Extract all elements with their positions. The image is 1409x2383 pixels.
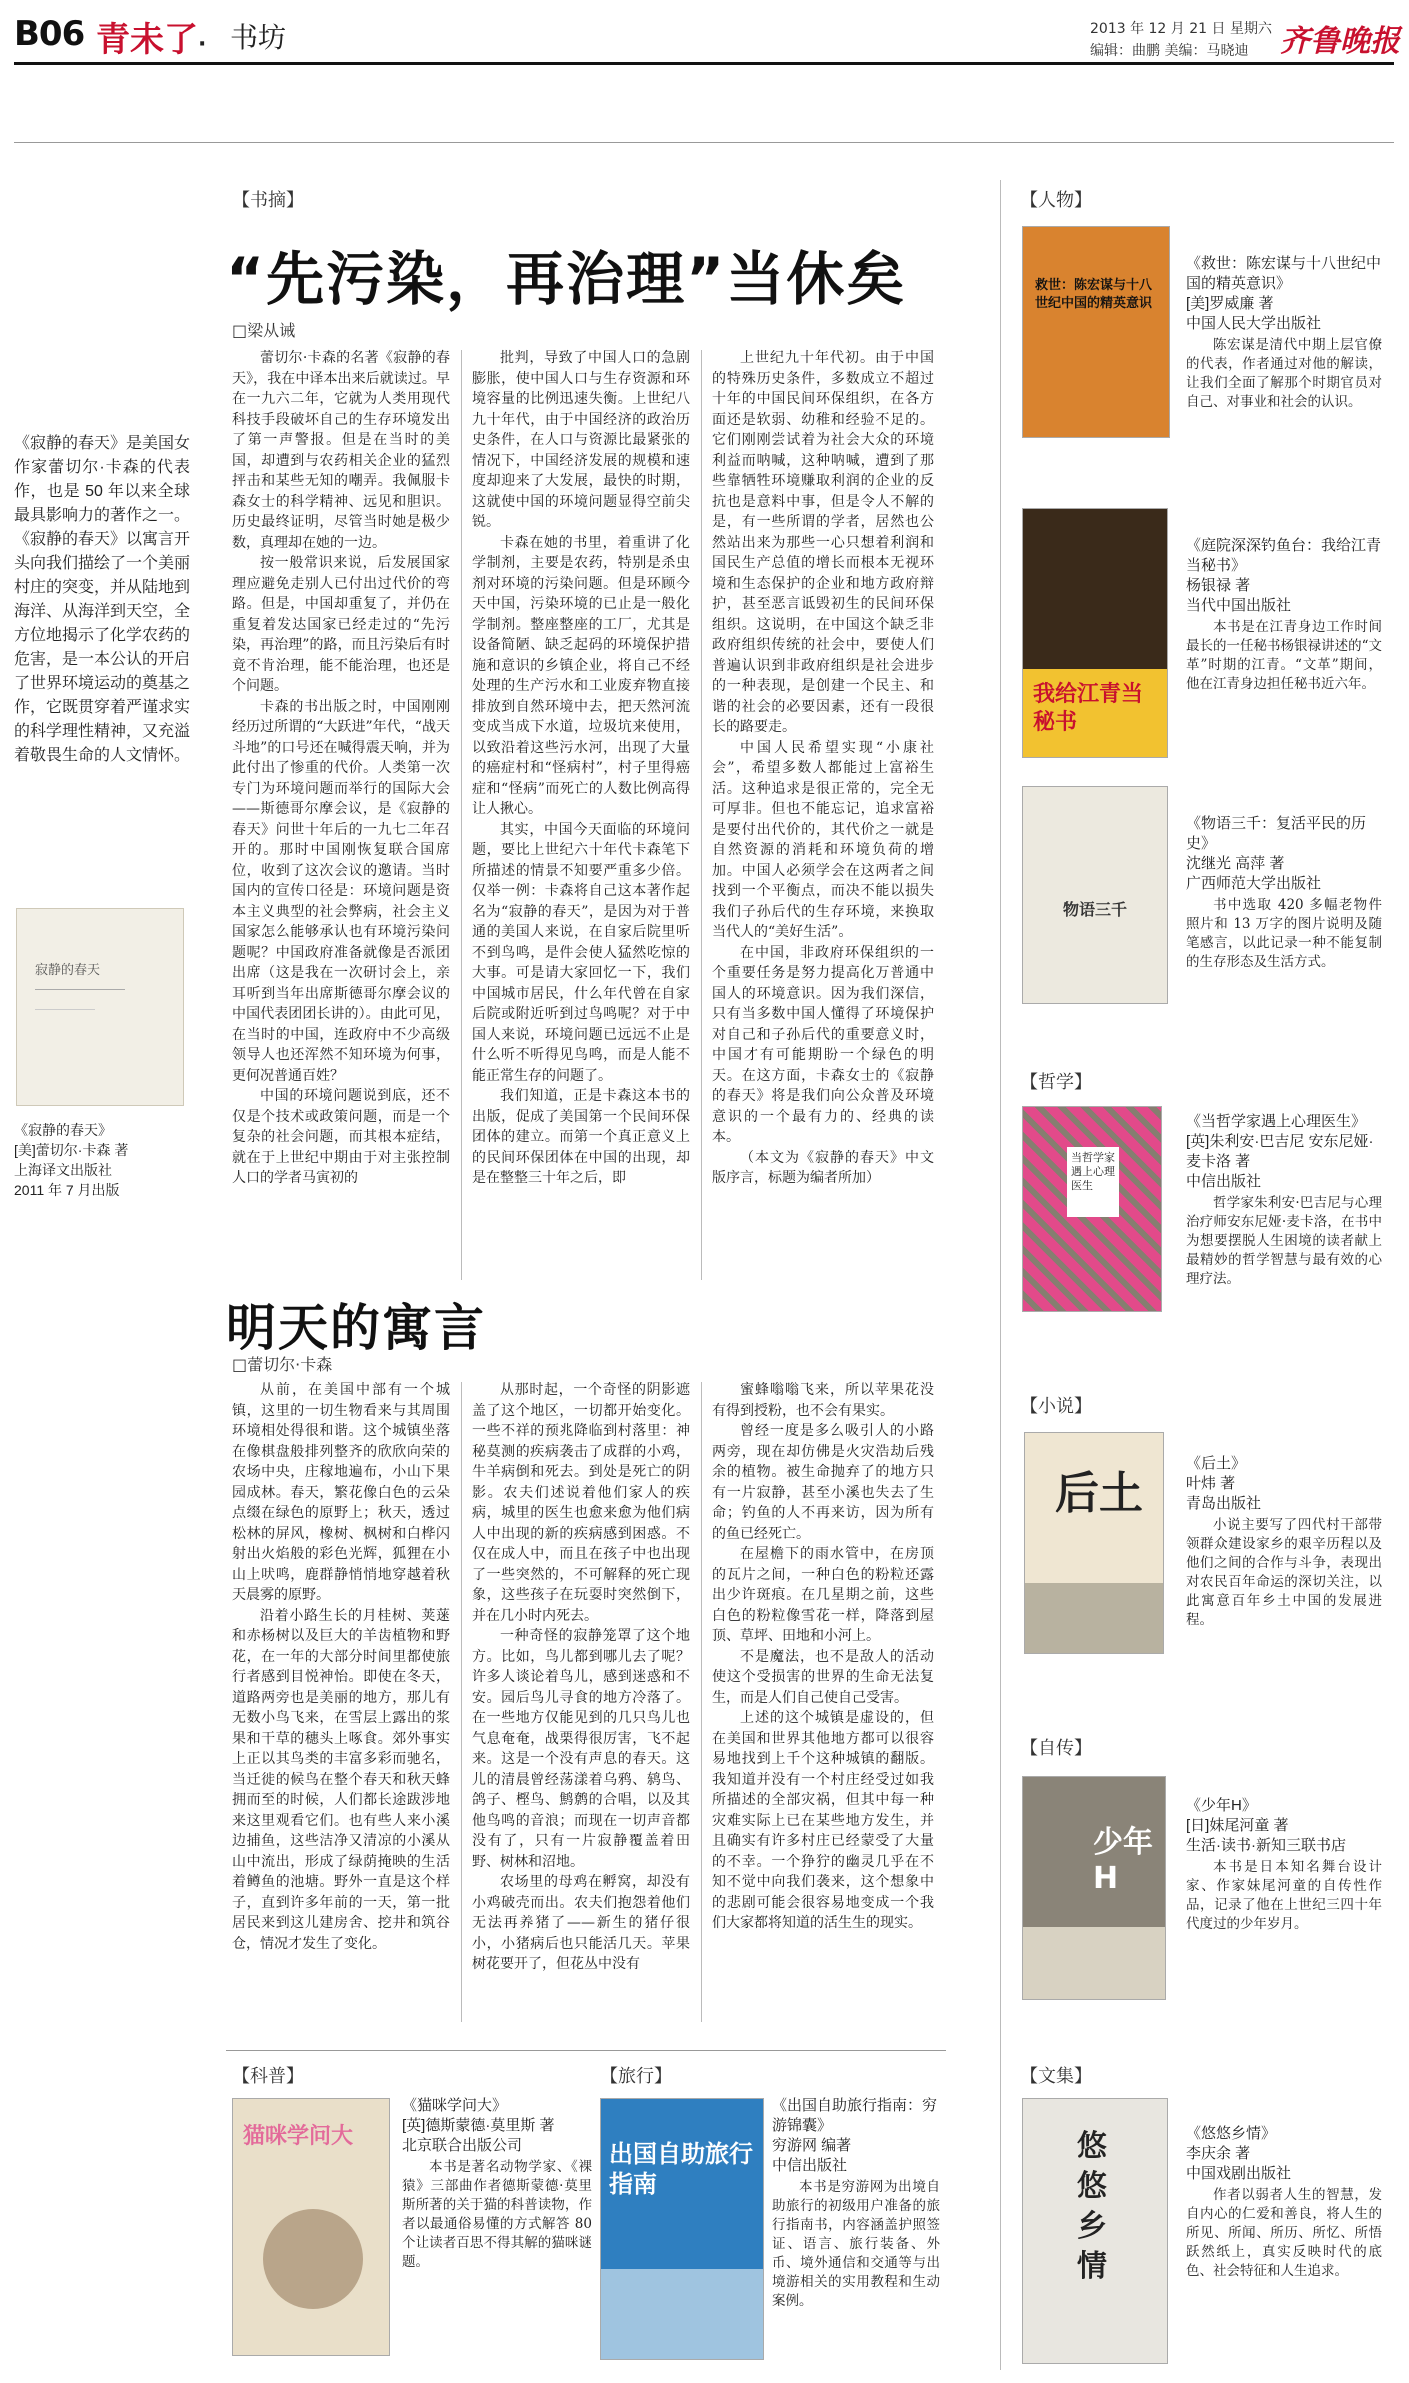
book-caption — [14, 1120, 190, 1200]
header-rule-thin — [14, 142, 1394, 143]
book-publisher: 生活·读书·新知三联书店 — [1186, 1837, 1346, 1854]
newspaper-logo: 齐鲁晚报 — [1280, 24, 1400, 59]
book-title: 《出国自助旅行指南：穷游锦囊》 — [772, 2097, 938, 2134]
book-publisher: 中国人民大学出版社 — [1186, 315, 1322, 332]
article-byline: □梁从诫 — [232, 321, 296, 340]
book-author: 沈继光 高萍 著 — [1186, 855, 1285, 872]
book-author: [英]朱利安·巴吉尼 安东尼娅·麦卡洛 著 — [1186, 1133, 1374, 1170]
book-description: 书中选取 420 多幅老物件照片和 13 万字的图片说明及随笔感言，以此记录一种不能复制的生存形态及生活方式。 — [1186, 897, 1382, 970]
paragraph: 从前，在美国中部有一个城镇，这里的一切生物看来与其周围环境相处得很和谐。这个城镇坐落在像棋盘般排列整齐的欣欣向荣的农场中央，庄稼地遍布，小山下果园成林。春天，繁花像白色的云朵点缀在绿色的原野上；秋天，透过松林的屏风，橡树、枫树和白桦闪射出火焰般的彩色光辉，狐狸在小山上吠鸣，鹿群静悄悄地穿越着秋天晨雾的原野。 — [232, 1382, 450, 1603]
category-people: 【人物】 — [1020, 190, 1092, 211]
book-description: 小说主要写了四代村干部带领群众建设家乡的艰辛历程以及他们之间的合作与斗争，表现出对农民百年命运的深切关注，以此寓意百年乡土中国的发展进程。 — [1186, 1517, 1382, 1628]
book-publisher: 中信出版社 — [772, 2157, 848, 2174]
article2-column-3 — [712, 1380, 934, 1934]
book-cover-silent-spring — [16, 908, 184, 1106]
cover-title: 救世：陈宏谋与十八世纪中国的精英意识 — [1035, 278, 1153, 311]
book-title: 《悠悠乡情》 — [1186, 2125, 1277, 2142]
paragraph: 中国人民希望实现“小康社会”，希望多数人都能过上富裕生活。这种追求是很正常的，完全无可厚非。但也不能忘记，追求富裕是要付出代价的，其代价之一就是自然资源的消耗和环境负荷的增加。中国人必须学会在这两者之间找到一个平衡点，而决不能以损失我们子孙后代的生存环境，来换取当代人的“美好生活”。 — [712, 739, 934, 940]
book-description: 陈宏谋是清代中期上层官僚的代表，作者通过对他的解读，让我们全面了解那个时期官员对自己、对事业和社会的认识。 — [1186, 337, 1382, 410]
book-info-jiangqing — [1186, 536, 1382, 694]
article2-column-1 — [232, 1380, 450, 1954]
book-publisher: 中信出版社 — [1186, 1173, 1262, 1190]
book-info-travel — [772, 2096, 940, 2311]
paragraph: 一种奇怪的寂静笼罩了这个地方。比如，鸟儿都到哪儿去了呢？许多人谈论着鸟儿，感到迷惑和不安。园后鸟儿寻食的地方冷落了。在一些地方仅能见到的几只鸟儿也气息奄奄，战栗得很厉害，飞不起来。这是一个没有声息的春天。这儿的清晨曾经荡漾着乌鸦、鸫鸟、鸽子、樫鸟、鹪鹩的合唱，以及其他鸟鸣的音浪；而现在一切声音都没有了，只有一片寂静覆盖着田野、树林和沼地。 — [472, 1628, 690, 1870]
book-title: 《庭院深深钓鱼台：我给江青当秘书》 — [1186, 537, 1382, 574]
book-description: 本书是穷游网为出境自助旅行的初级用户准备的旅行指南书，内容涵盖护照签证、语言、旅行装备、外币、境外通信和交通等与出境游相关的实用教程和生动案例。 — [772, 2179, 940, 2309]
book-description: 本书是日本知名舞台设计家、作家妹尾河童的自传性作品，记录了他在上世纪三四十年代度过的少年岁月。 — [1186, 1859, 1382, 1932]
book-cover-philosophy — [1022, 1106, 1162, 1312]
book-title: 《猫咪学问大》 — [402, 2097, 508, 2114]
book-title: 《寂静的春天》 — [14, 1122, 112, 1138]
book-info-youyou — [1186, 2124, 1382, 2281]
article2-headline: 明天的寓言 — [226, 1299, 486, 1357]
book-description: 本书是在江青身边工作时间最长的一任秘书杨银禄讲述的“文革”时期的江青。“文革”期间，他在江青身边担任秘书近六年。 — [1186, 619, 1382, 692]
book-author: 穷游网 编著 — [772, 2137, 852, 2154]
article-headline: “先污染，再治理”当休矣 — [226, 245, 907, 313]
book-cover-jiangqing — [1022, 508, 1168, 758]
cover-title: 出国自助旅行指南 — [609, 2140, 753, 2198]
book-info-houtu — [1186, 1454, 1382, 1630]
column-divider — [701, 1382, 702, 2022]
book-info-cats — [402, 2096, 592, 2272]
category-autobiography: 【自传】 — [1020, 1738, 1092, 1759]
cover-title: 寂静的春天 — [35, 963, 101, 978]
book-description: 本书是著名动物学家、《裸猿》三部曲作者德斯蒙德·莫里斯所著的关于猫的科普读物，作者以最通俗易懂的方式解答 80 个让读者百思不得其解的猫咪谜题。 — [402, 2159, 592, 2270]
book-author: [美]罗威廉 著 — [1186, 295, 1274, 312]
paragraph: 卡森在她的书里，着重讲了化学制剂，主要是农药，特别是杀虫剂对环境的污染问题。但是环顾今天中国，污染环境的已止是一般化学制剂。整座整座的工厂，尤其是设备简陋、缺乏起码的环境保护措施和意识的乡镇企业，将自己不经处理的生产污水和工业废弃物直接排放到自然环境中去，把天然河流变成当成下水道，垃圾坑来使用，以致沿着这些污水河，出现了大量的癌症村和“怪病村”，村子里得癌症和“怪病”而死亡的人数比例高得让人揪心。 — [472, 534, 690, 817]
paragraph: 上世纪九十年代初。由于中国的特殊历史条件，多数成立不超过十年的中国民间环保组织，在各方面还是软弱、幼稚和经验不足的。它们刚刚尝试着为社会大众的环境利益而呐喊，这种呐喊，遭到了那些靠牺牲环境赚取利润的企业的反抗也是意料中事，但是令人不解的是，有一些所谓的学者，居然也公然站出来为那些一心只想着利润和国民生产总值的增长而根本无视环境和生态保护的企业和地方政府辩护，甚至恶言诋毁初生的民间环保组织。这说明，在中国这个缺乏非政府组织传统的社会中，要使人们普遍认识到非政府组织是社会进步的一种表现，是创建一个民主、和谐的社会的必要因素，还有一段很长的路要走。 — [712, 350, 934, 735]
header-rule — [14, 62, 1394, 65]
book-publisher: 青岛出版社 — [1186, 1495, 1262, 1512]
paragraph: 在屋檐下的雨水管中，在房顶的瓦片之间，一种白色的粉粒还露出少许斑痕。在几星期之前，这些白色的粉粒像雪花一样，降落到屋顶、草坪、田地和小河上。 — [712, 1546, 934, 1644]
article2-column-2 — [472, 1380, 690, 1975]
cover-title: 我给江青当秘书 — [1033, 682, 1144, 735]
book-publisher: 广西师范大学出版社 — [1186, 875, 1322, 892]
category-travel: 【旅行】 — [600, 2066, 672, 2087]
article2-byline: □蕾切尔·卡森 — [232, 1355, 333, 1374]
paragraph: 蕾切尔·卡森的名著《寂静的春天》，我在中译本出来后就读过。早在一九六二年，它就为人类用现代科技手段破坏自己的生存环境发出了第一声警报。但是在当时的美国，却遭到与农药相关企业的猛烈抨击和某些无知的嘲弄。我佩服卡森女士的科学精神、远见和胆识。历史最终证明，尽管当时她是极少数，真理却在她的一边。 — [232, 350, 450, 551]
cover-title: 当哲学家遇上心理医生 — [1067, 1147, 1119, 1217]
section-title: 青未了· — [96, 20, 207, 60]
book-date: 2011 年 7 月出版 — [14, 1182, 120, 1198]
book-publisher: 当代中国出版社 — [1186, 597, 1292, 614]
paragraph: 沿着小路生长的月桂树、荚蒾和赤杨树以及巨大的羊齿植物和野花，在一年的大部分时间里都使旅行者感到目悦神怡。即使在冬天，道路两旁也是美丽的地方，那儿有无数小鸟飞来，在雪层上露出的浆果和干草的穗头上啄食。郊外事实上正以其鸟类的丰富多彩而驰名，当迁徙的候鸟在整个春天和秋天蜂拥而至的时候，人们都长途跋涉地来这里观看它们。也有些人来小溪边捕鱼，这些洁净又清凉的小溪从山中流出，形成了绿荫掩映的生活着鳟鱼的池塘。野外一直是这个样子，直到许多年前的一天，第一批居民来到这儿建房舍、挖井和筑谷仓，情况才发生了变化。 — [232, 1607, 450, 1952]
book-description: 哲学家朱利安·巴吉尼与心理治疗师安东尼娅·麦卡洛，在书中为想要摆脱人生困境的读者献上最精妙的哲学智慧与最有效的心理疗法。 — [1186, 1195, 1382, 1287]
book-cover-jiushi — [1022, 226, 1170, 438]
book-title: 《物语三千：复活平民的历史》 — [1186, 815, 1367, 852]
editor-credits: 编辑：曲鹏 美编：马晓迪 — [1090, 43, 1249, 59]
book-author: 杨银禄 著 — [1186, 577, 1251, 594]
article-column-3 — [712, 348, 934, 1189]
paragraph: 批判，导致了中国人口的急剧膨胀，使中国人口与生存资源和环境容量的比例迅速失衡。上世纪八九十年代，由于中国经济的政治历史条件，在人口与资源比最紧张的情况下，中国经济发展的规模和速度却迎来了大发展，最快的时期，这就使中国的环境问题显得空前尖锐。 — [472, 350, 690, 530]
book-title: 《当哲学家遇上心理医生》 — [1186, 1113, 1367, 1130]
book-title: 《少年H》 — [1186, 1797, 1257, 1814]
book-publisher: 北京联合出版公司 — [402, 2137, 523, 2154]
category-philosophy: 【哲学】 — [1020, 1072, 1092, 1093]
section-divider — [226, 2050, 946, 2051]
paragraph: 中国的环境问题说到底，还不仅是个技术或政策问题，而是一个复杂的社会问题，而其根本症结，就在于上世纪中期由于对主张控制人口的学者马寅初的 — [232, 1088, 450, 1186]
book-author: 叶炜 著 — [1186, 1475, 1236, 1492]
paragraph: 曾经一度是多么吸引人的小路两旁，现在却仿佛是火灾浩劫后残余的植物。被生命抛弃了的地方只有一片寂静，甚至小溪也失去了生命；钓鱼的人不再来访，因为所有的鱼已经死亡。 — [712, 1423, 934, 1542]
cover-title: 物语三千 — [1063, 900, 1128, 919]
column-divider — [701, 350, 702, 1280]
article-column-2 — [472, 348, 690, 1189]
category-essays: 【文集】 — [1020, 2066, 1092, 2087]
book-info-shaonian — [1186, 1796, 1382, 1934]
paragraph: 按一般常识来说，后发展国家理应避免走别人已付出过代价的弯路。但是，中国却重复了，并仍在重复着发达国家已经走过的“先污染，再治理”的路，而且污染后有时竟不肯治理，能不能治理，也还是个问题。 — [232, 555, 450, 694]
book-cover-houtu — [1024, 1432, 1164, 1654]
book-info-jiushi — [1186, 254, 1382, 412]
book-info-philosophy — [1186, 1112, 1382, 1289]
cover-title: 猫咪学问大 — [243, 2124, 354, 2149]
category-novel: 【小说】 — [1020, 1396, 1092, 1417]
book-title: 《救世：陈宏谋与十八世纪中国的精英意识》 — [1186, 255, 1382, 292]
book-info-wuyu — [1186, 814, 1382, 972]
book-author: [英]德斯蒙德·莫里斯 著 — [402, 2117, 555, 2134]
paragraph: 我们知道，正是卡森这本书的出版，促成了美国第一个民间环保团体的建立。而第一个真正意义上的民间环保团体在中国的出现，却是在整整三十年之后，即 — [472, 1088, 690, 1186]
article-kicker: 【书摘】 — [232, 190, 304, 211]
paragraph: 蜜蜂嗡嗡飞来，所以苹果花没有得到授粉，也不会有果实。 — [712, 1382, 934, 1419]
paragraph: 在中国，非政府环保组织的一个重要任务是努力提高化万普通中国人的环境意识。因为我们深信，只有当多数中国人懂得了环境保护对自己和子孙后代的重要意义时，中国才有可能期盼一个绿色的明天。在这方面，卡森女士的《寂静的春天》将是我们向公众普及环境意识的一个最有力的、经典的读本。 — [712, 944, 934, 1145]
category-science: 【科普】 — [232, 2066, 304, 2087]
paragraph: 农场里的母鸡在孵窝，却没有小鸡破壳而出。农夫们抱怨着他们无法再养猪了——新生的猪仔很小，小猪病后也只能活几天。苹果树花要开了，但花丛中没有 — [472, 1874, 690, 1972]
article-column-1 — [232, 348, 450, 1189]
book-cover-shaonian — [1022, 1776, 1166, 2000]
cover-title: 少年H — [1093, 1825, 1153, 1896]
page-number: B06 — [14, 14, 85, 54]
paragraph: 卡森的书出版之时，中国刚刚经历过所谓的“大跃进”年代，“战天斗地”的口号还在喊得震天响，并为此付出了惨重的代价。人类第一次专门为环境问题而举行的国际大会——斯德哥尔摩会议，是《寂静的春天》问世十年后的一九七二年召开的。那时中国刚恢复联合国席位，收到了这次会议的邀请。当时国内的宣传口径是：环境问题是资本主义典型的社会弊病，社会主义国家怎么能够承认也有环境污染问题呢？中国政府准备就像是否派团出席（这是我在一次研讨会上，亲耳听到当年出席斯德哥尔摩会议的中国代表团团长讲的）。由此可见，在当时的中国，连政府中不少高级领导人也还浑然不知环境为何事，更何况普通百姓？ — [232, 698, 450, 1084]
section-subtitle: 书坊 — [230, 21, 287, 54]
paragraph: 上述的这个城镇是虚设的，但在美国和世界其他地方都可以很容易地找到上千个这种城镇的翻版。我知道并没有一个村庄经受过如我所描述的全部灾祸，但其中每一种灾难实际上已在某些地方发生，并且确实有许多村庄已经蒙受了大量的不幸。一个狰狞的幽灵几乎在不知不觉中向我们袭来，这个想象中的悲剧可能会很容易地变成一个我们大家都将知道的活生生的现实。 — [712, 1710, 934, 1931]
book-author: [美]蕾切尔·卡森 著 — [14, 1142, 129, 1158]
issue-date: 2013 年 12 月 21 日 星期六 — [1090, 21, 1272, 37]
book-publisher: 中国戏剧出版社 — [1186, 2165, 1292, 2182]
paragraph: 从那时起，一个奇怪的阴影遮盖了这个地区，一切都开始变化。一些不祥的预兆降临到村落里：神秘莫测的疾病袭击了成群的小鸡，牛羊病倒和死去。到处是死亡的阴影。农夫们述说着他们家人的疾病，城里的医生也愈来愈为他们病人中出现的新的疾病感到困惑。不仅在成人中，而且在孩子中也出现了一些突然的，不可解释的死亡现象，这些孩子在玩耍时突然倒下，并在几小时内死去。 — [472, 1382, 690, 1624]
book-author: 李庆余 著 — [1186, 2145, 1251, 2162]
book-author: [日]妹尾河童 著 — [1186, 1817, 1289, 1834]
paragraph: （本文为《寂静的春天》中文版序言，标题为编者所加） — [712, 1149, 934, 1186]
book-intro: 《寂静的春天》是美国女作家蕾切尔·卡森的代表作，也是 50 年以来全球最具影响力的著作之一。《寂静的春天》以寓言开头向我们描绘了一个美丽村庄的突变，并从陆地到海洋、从海洋到天空，全方位地揭示了化学农药的危害，是一本公认的开启了世界环境运动的奠基之作，它既贯穿着严谨求实的科学理性精神，又充溢着敬畏生命的人文情怀。 — [14, 435, 191, 764]
book-publisher: 上海译文出版社 — [14, 1162, 112, 1178]
rail-divider — [1000, 180, 1001, 2370]
cover-title: 后土 — [1055, 1468, 1143, 1519]
book-cover-youyou — [1022, 2098, 1168, 2364]
column-divider — [461, 350, 462, 1280]
book-cover-wuyu — [1022, 786, 1168, 1004]
book-cover-travel — [600, 2098, 764, 2360]
paragraph: 不是魔法，也不是敌人的活动使这个受损害的世界的生命无法复生，而是人们自己使自己受害。 — [712, 1648, 934, 1706]
book-cover-cats — [232, 2098, 390, 2356]
column-divider — [461, 1382, 462, 2022]
book-description: 作者以弱者人生的智慧，发自内心的仁爱和善良，将人生的所见、所闻、所历、所忆、所悟跃然纸上，真实反映时代的底色、社会特征和人生追求。 — [1186, 2187, 1382, 2279]
book-title: 《后土》 — [1186, 1455, 1247, 1472]
cover-title: 悠悠乡情 — [1077, 2129, 1107, 2284]
paragraph: 其实，中国今天面临的环境问题，要比上世纪六十年代卡森笔下所描述的情景不知要严重多少倍。仅举一例：卡森将自己这本著作起名为“寂静的春天”，是因为对于普通的美国人来说，在自家后院里听不到鸟鸣，是件会使人猛然吃惊的大事。可是请大家回忆一下，我们中国城市居民，什么年代曾在自家后院或附近听到过鸟鸣呢？对于中国人来说，环境问题已远远不止是什么听不听得见鸟鸣，而是人能不能正常生存的问题了。 — [472, 821, 690, 1084]
